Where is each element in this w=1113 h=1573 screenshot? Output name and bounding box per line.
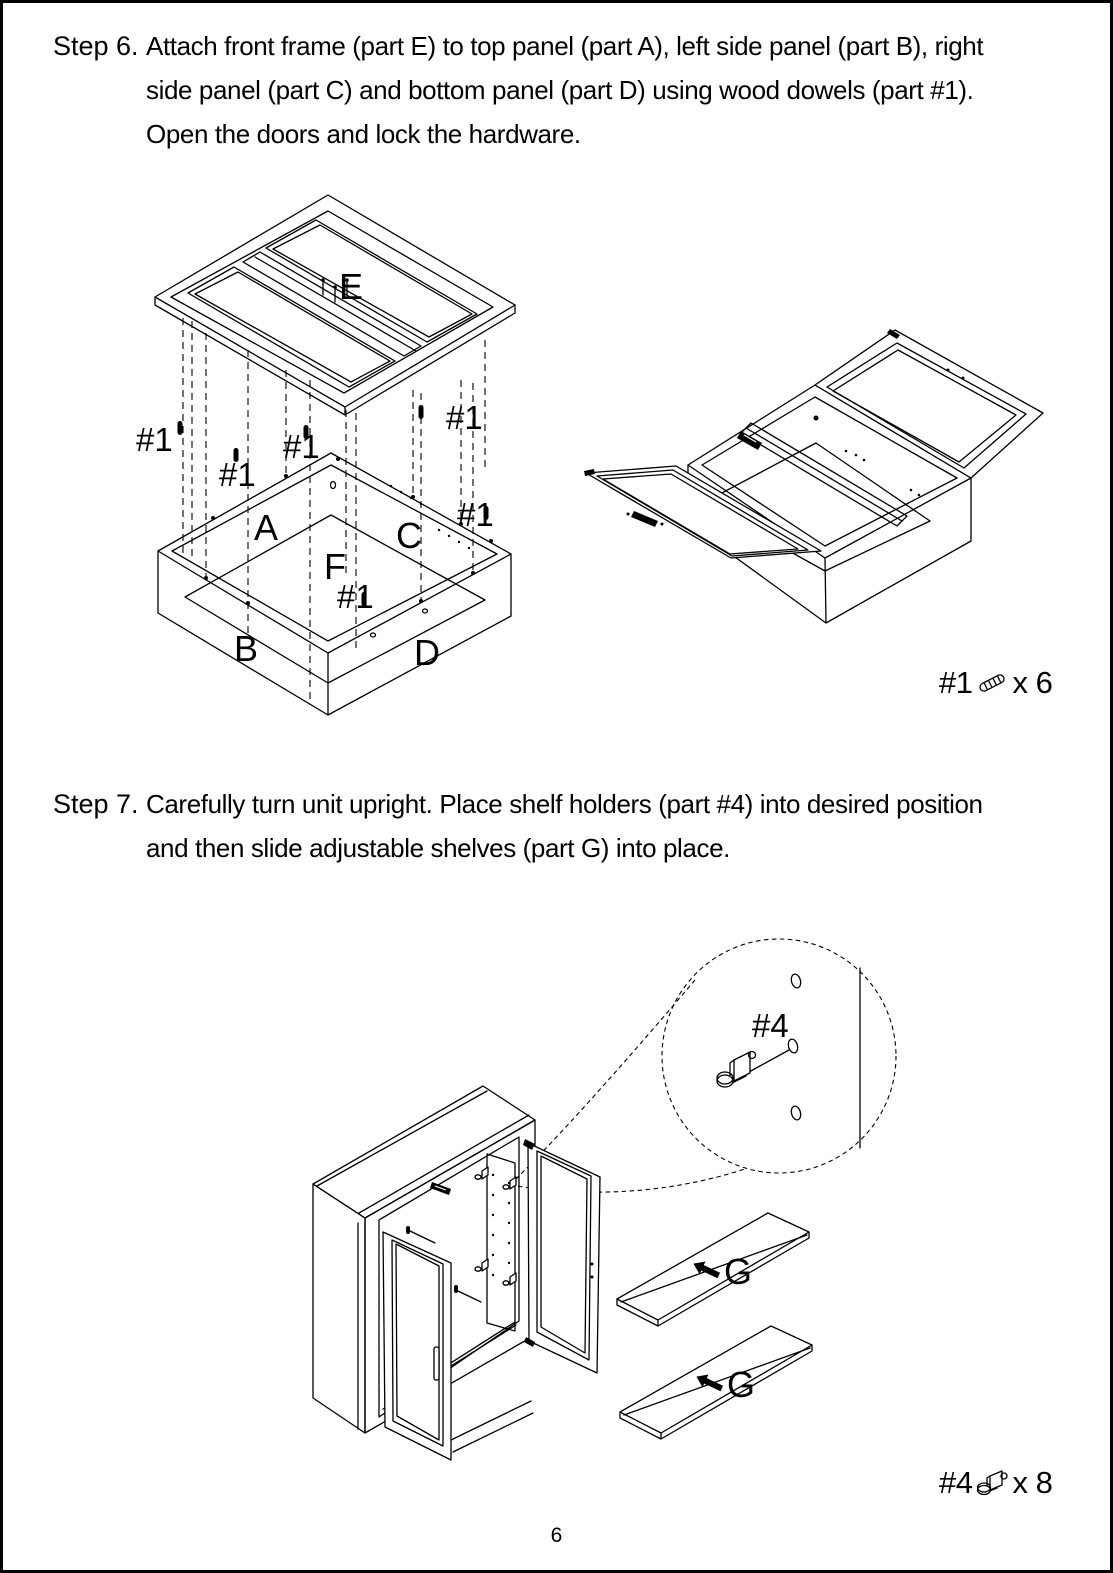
step7-hardware-count	[939, 1465, 1052, 1501]
left-door-open	[584, 466, 821, 558]
hardware-quantity: x 6	[1012, 665, 1053, 700]
left-door-open	[383, 1232, 451, 1460]
dowel-label: #1	[446, 399, 483, 436]
right-door-open	[523, 1139, 600, 1373]
shelf-holder-icon	[974, 1468, 1010, 1498]
page-number: 6	[550, 1524, 563, 1547]
step7-line: and then slide adjustable shelves (part G) into place.	[146, 833, 730, 863]
step7-line: Carefully turn unit upright. Place shelf holders (part #4) into desired position	[146, 789, 983, 819]
shelf-label: G	[724, 1251, 753, 1292]
door-lock	[737, 431, 762, 450]
step6-instructions	[53, 24, 983, 156]
step6-line: Open the doors and lock the hardware.	[146, 119, 581, 149]
hardware-part-number: #1	[939, 665, 973, 700]
shelf-holder-detail	[717, 1050, 789, 1087]
hardware-quantity: x 8	[1012, 1465, 1053, 1500]
step6-line: side panel (part C) and bottom panel (part D) using wood dowels (part #1).	[146, 75, 974, 105]
part-label-front-frame: E	[339, 266, 364, 307]
right-door-open	[815, 329, 1043, 478]
step6-hardware-count	[939, 665, 1052, 701]
dowel-label: #1	[337, 578, 374, 615]
detail-callout-circle	[662, 939, 896, 1173]
wood-dowel-icon	[974, 669, 1010, 697]
step7-instructions	[53, 782, 983, 870]
step7-assembly-figure	[288, 923, 1078, 1483]
door-handle	[434, 1347, 439, 1380]
shelf-g	[617, 1213, 809, 1326]
step6-open-doors-figure	[578, 318, 1058, 638]
dowel-label: #1	[457, 496, 494, 533]
step7-text	[146, 782, 983, 870]
part-label-left-panel: B	[234, 628, 259, 669]
step6-line: Attach front frame (part E) to top panel (part A), left side panel (part B), right	[146, 31, 984, 61]
part-label-back-panel: F	[324, 546, 346, 587]
part-label-top-panel: A	[254, 507, 279, 548]
part-label-shelf-holder: #4	[752, 1007, 789, 1044]
dowel-label: #1	[136, 421, 173, 458]
dowel-label: #1	[283, 428, 320, 465]
shelf-g	[620, 1326, 812, 1439]
step7-label: Step 7.	[53, 789, 139, 819]
part-label-right-panel: C	[396, 515, 422, 556]
hardware-part-number: #4	[939, 1465, 973, 1500]
step6-text	[146, 24, 983, 156]
shelf-label: G	[727, 1364, 756, 1405]
step6-exploded-view-figure	[133, 183, 533, 728]
part-label-bottom-panel: D	[414, 632, 440, 673]
dowel-label: #1	[219, 456, 256, 493]
step6-label: Step 6.	[53, 31, 139, 61]
upright-cabinet	[313, 1086, 600, 1460]
